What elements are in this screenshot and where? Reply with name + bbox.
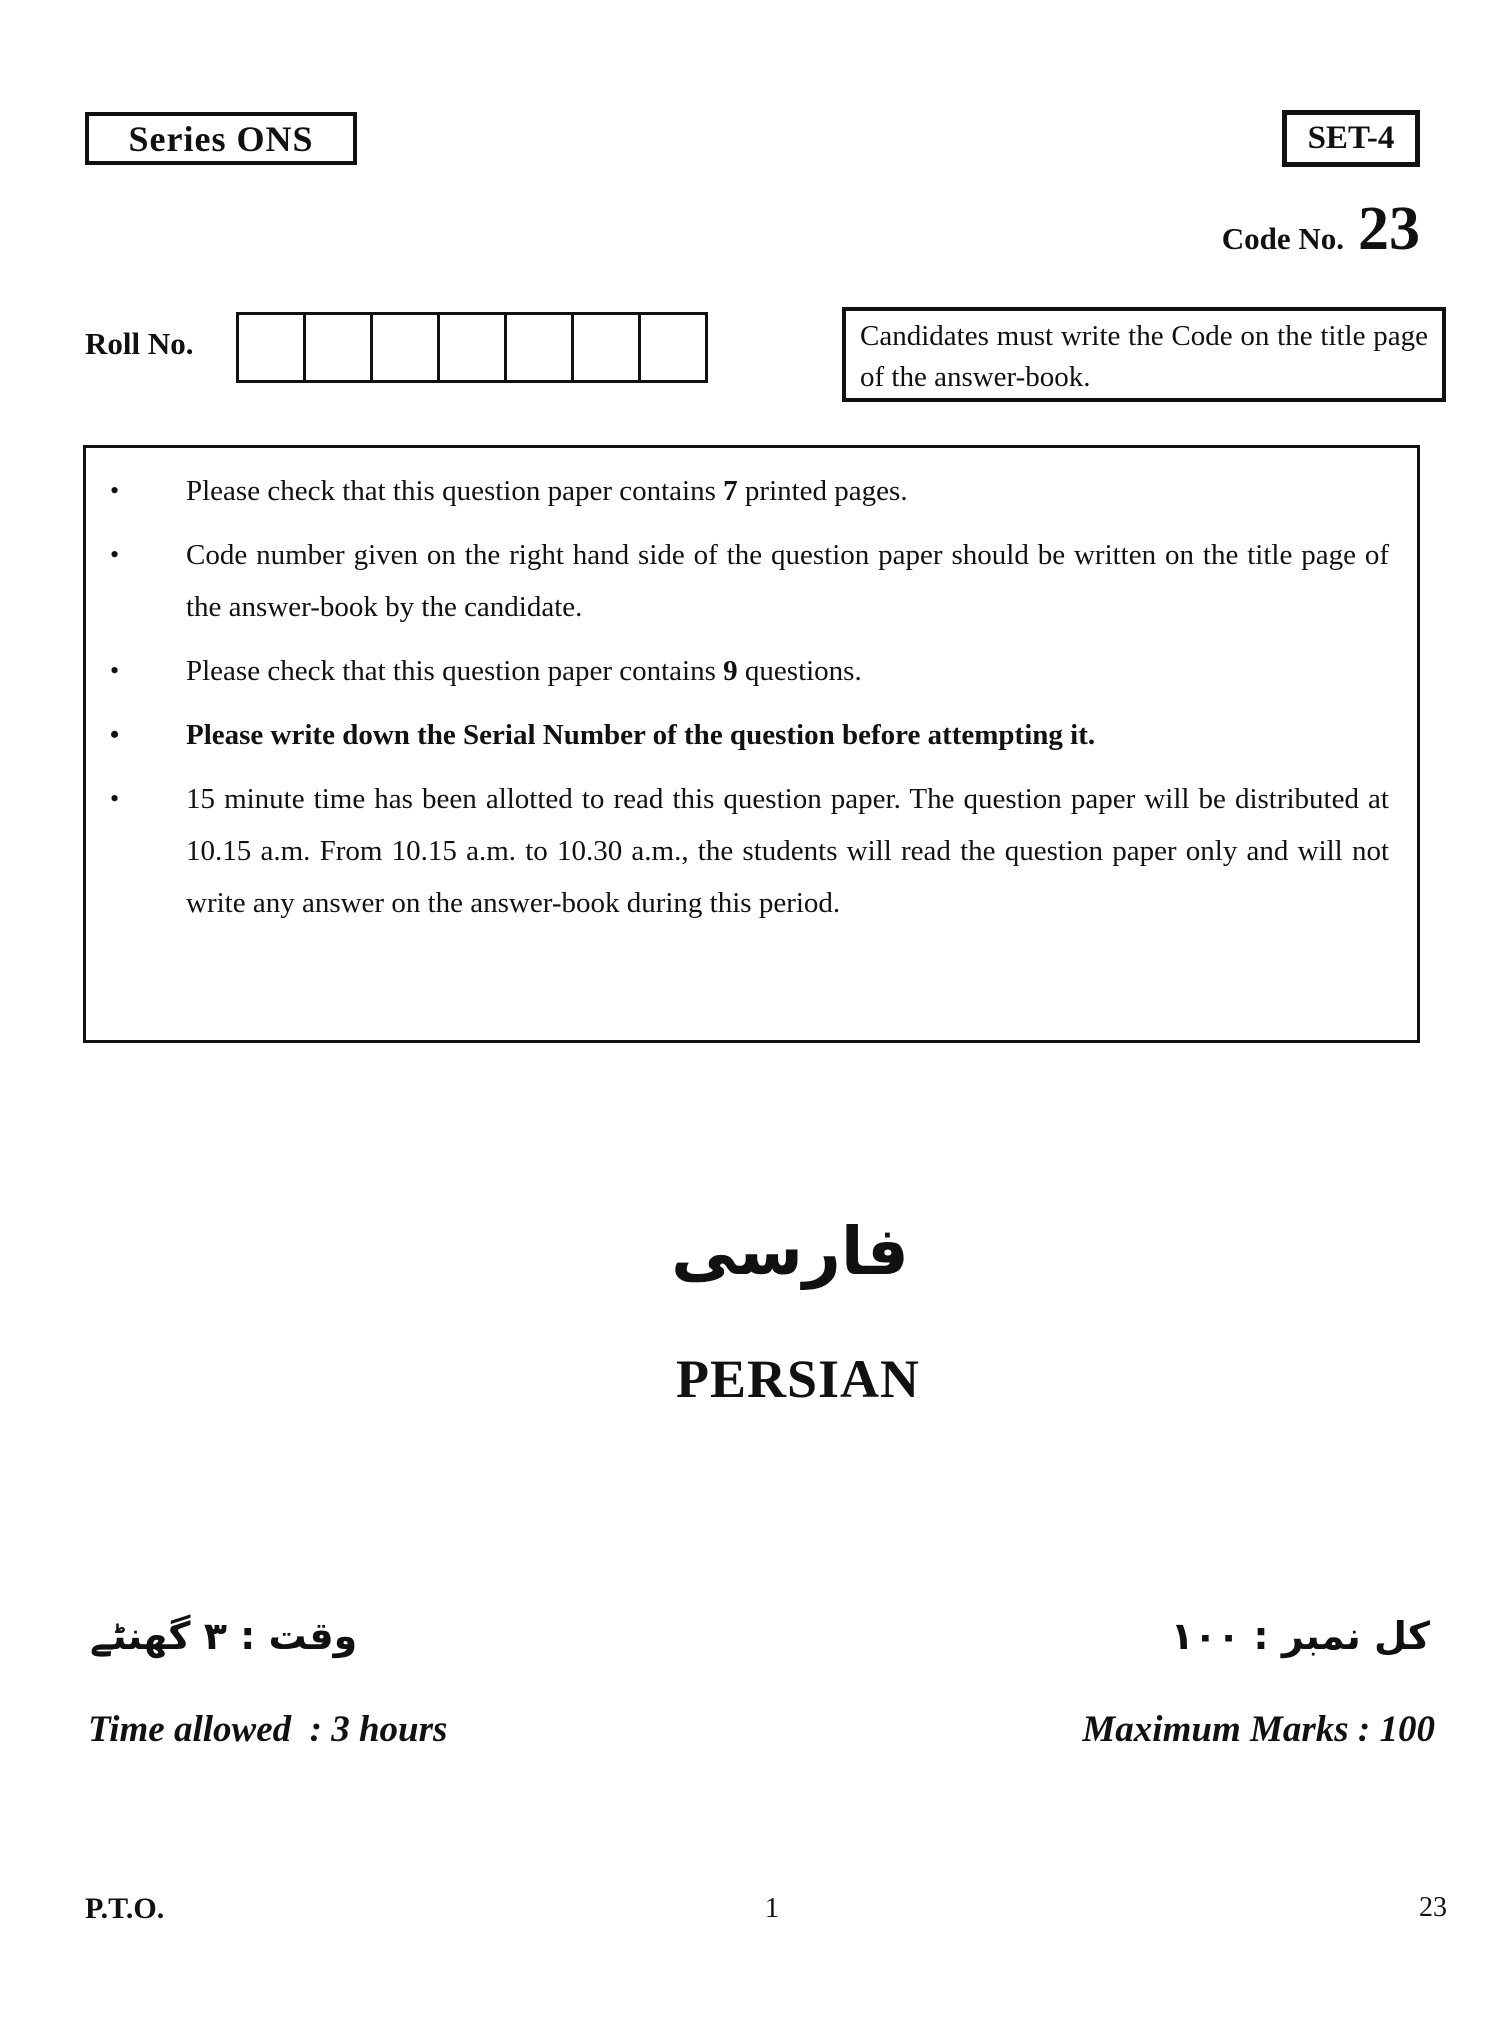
page-number: 1 — [764, 1892, 780, 1924]
instructions-list — [86, 465, 1417, 929]
roll-cell — [236, 312, 306, 383]
bullet-icon: • — [110, 784, 120, 813]
code-number-label: Code No. — [1221, 221, 1344, 256]
maximum-marks-urdu: کل نمبر : ۱۰۰ — [1170, 1614, 1430, 1658]
roll-cell — [306, 312, 373, 383]
code-notice-box — [842, 307, 1446, 402]
code-notice-text: Candidates must write the Code on the title page of the answer-book. — [860, 320, 1428, 393]
code-number-line — [1221, 195, 1420, 263]
instruction-text: Please check that this question paper contains 9 questions. — [186, 655, 862, 687]
bullet-icon: • — [110, 656, 120, 685]
instruction-item — [86, 709, 1417, 761]
roll-cell — [574, 312, 641, 383]
instruction-text: Please check that this question paper contains 7 printed pages. — [186, 475, 908, 507]
instruction-item — [86, 645, 1417, 697]
subject-title-urdu: فارسی — [671, 1213, 909, 1290]
roll-number-label: Roll No. — [85, 326, 194, 361]
roll-cell — [641, 312, 708, 383]
set-label: SET-4 — [1307, 120, 1395, 156]
instruction-text: Please write down the Serial Number of the question before attempting it. — [186, 719, 1096, 751]
subject-title-english: PERSIAN — [675, 1349, 921, 1409]
instruction-item — [86, 465, 1417, 517]
instruction-item — [86, 529, 1417, 633]
maximum-marks-label: Maximum Marks : 100 — [1082, 1709, 1435, 1750]
time-allowed-urdu: وقت : ۳ گھنٹے — [90, 1614, 358, 1658]
bullet-icon: • — [110, 476, 120, 505]
bullet-icon: • — [110, 720, 120, 749]
roll-number-grid — [236, 312, 708, 383]
set-box — [1282, 110, 1420, 167]
roll-cell — [440, 312, 507, 383]
pto-label: P.T.O. — [85, 1892, 165, 1925]
series-box — [85, 112, 357, 165]
time-allowed-label: Time allowed : 3 hours — [88, 1709, 448, 1750]
instruction-text: Code number given on the right hand side of the question paper should be written on the title page of the answer-book by the candidate. — [186, 539, 1389, 623]
bullet-icon: • — [110, 540, 120, 569]
instruction-text: 15 minute time has been allotted to read this question paper. The question paper will be distributed at 10.15 a.m. From 10.15 a.m. to 10.30 a.m., the students will read the question paper only and will not write any answer on the answer-book during this period. — [186, 783, 1389, 919]
footer-code-number: 23 — [1419, 1892, 1447, 1923]
series-label: Series ONS — [128, 118, 314, 159]
instruction-item — [86, 773, 1417, 929]
roll-cell — [507, 312, 574, 383]
code-number-value: 23 — [1358, 195, 1420, 263]
instructions-box — [83, 445, 1420, 1043]
roll-cell — [373, 312, 440, 383]
